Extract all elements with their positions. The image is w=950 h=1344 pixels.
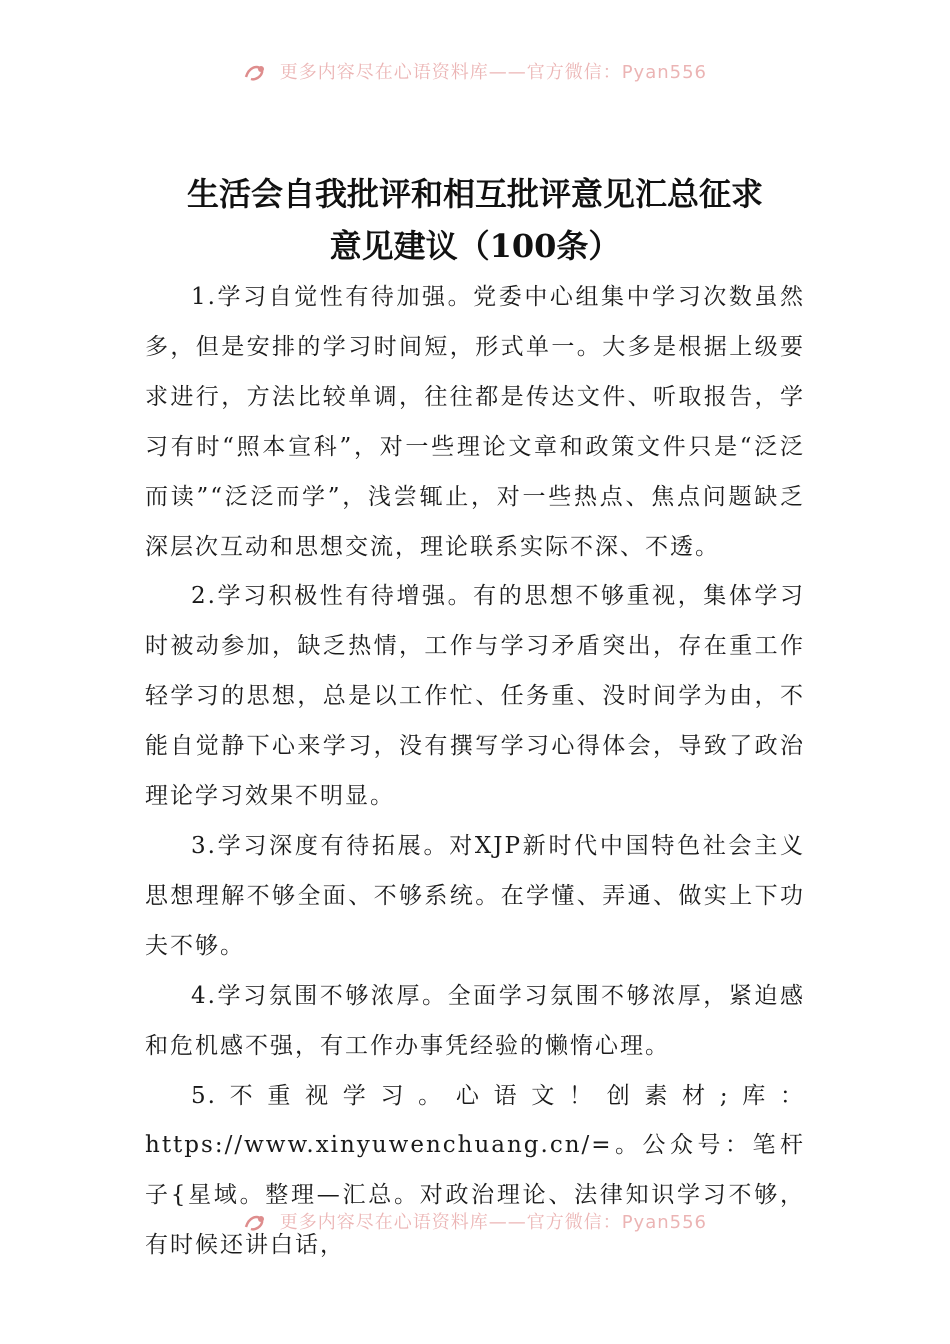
paragraph-3: 3.学习深度有待拓展。对XJP新时代中国特色社会主义思想理解不够全面、不够系统。在学懂、弄通、做实上下功夫不够。 — [145, 832, 805, 959]
watermark-bottom — [0, 1208, 950, 1234]
title-line-2: 意见建议（100条） — [329, 227, 621, 265]
paragraph-5: 5.不重视学习。心语文！创素材;库：https://www.xinyuwenchuang.cn/=。公众号：笔杆子{星域。整理—汇总。对政治理论、法律知识学习不够，有时候还讲白话， — [145, 1082, 805, 1259]
watermark-top — [0, 58, 950, 84]
paragraph-4: 4.学习氛围不够浓厚。全面学习氛围不够浓厚，紧迫感和危机感不强，有工作办事凭经验的懒惰心理。 — [145, 982, 805, 1059]
paragraph-1: 1.学习自觉性有待加强。党委中心组集中学习次数虽然多，但是安排的学习时间短，形式单一。大多是根据上级要求进行，方法比较单调，往往都是传达文件、听取报告，学习有时“照本宣科”，对一些理论文章和政策文件只是“泛泛而读”“泛泛而学”，浅尝辄止，对一些热点、焦点问题缺乏深层次互动和思想交流，理论联系实际不深、不透。 — [145, 284, 805, 560]
paragraph-2: 2.学习积极性有待增强。有的思想不够重视，集体学习时被动参加，缺乏热情，工作与学习矛盾突出，存在重工作轻学习的思想，总是以工作忙、任务重、没时间学为由，不能自觉静下心来学习，没有撰写学习心得体会，导致了政治理论学习效果不明显。 — [145, 583, 805, 810]
watermark-top-text: 更多内容尽在心语资料库——官方微信：Pyan556 — [279, 62, 708, 83]
document-title — [145, 168, 805, 272]
watermark-bottom-text: 更多内容尽在心语资料库——官方微信：Pyan556 — [279, 1212, 708, 1233]
logo-icon — [243, 1213, 269, 1233]
logo-icon — [243, 63, 269, 83]
title-line-1: 生活会自我批评和相互批评意见汇总征求 — [186, 175, 763, 213]
